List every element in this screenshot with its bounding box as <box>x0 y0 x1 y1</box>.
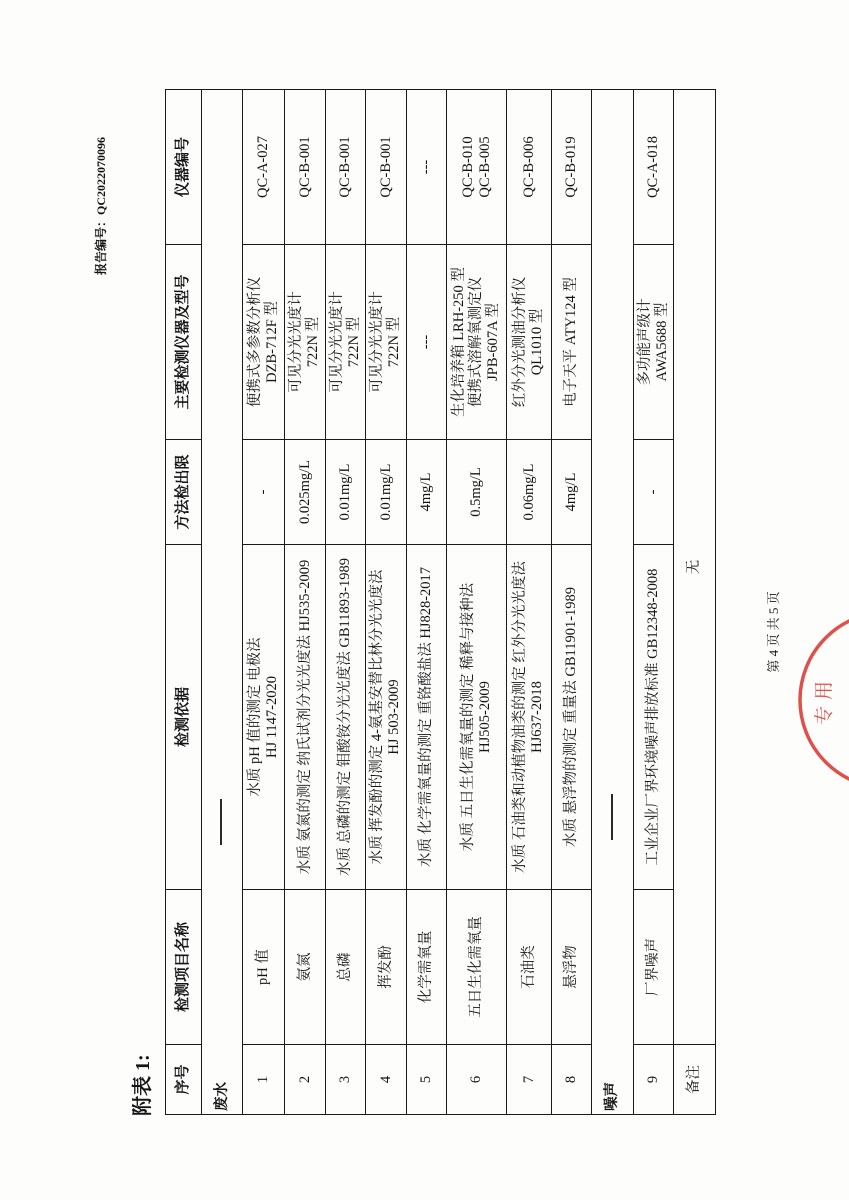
instrument-model <box>243 245 285 440</box>
method-basis <box>326 545 366 890</box>
dash-mark-noise <box>611 794 613 840</box>
row-number: 1 <box>243 1045 285 1115</box>
remarks-label: 备注 <box>674 1045 716 1115</box>
instrument-model-line: QL1010 型 <box>529 308 545 376</box>
method-basis-line: 工业企业厂界环境噪声排放标准 GB12348-2008 <box>645 568 661 866</box>
instrument-id <box>634 90 674 245</box>
item-name: 石油类 <box>507 890 552 1045</box>
instrument-model <box>552 245 592 440</box>
instrument-model-line: 多功能声级计 <box>636 298 653 386</box>
remarks-row <box>674 90 716 1115</box>
method-basis <box>407 545 447 890</box>
instrument-id-line: QC-B-019 <box>563 136 579 198</box>
item-name: 五日生化需氧量 <box>447 890 507 1045</box>
instrument-model-line: JPB-607A 型 <box>485 303 501 381</box>
method-basis <box>243 545 285 890</box>
instrument-id <box>326 90 366 245</box>
instrument-id-line: QC-A-027 <box>255 135 271 199</box>
instrument-model-line: 可见分光光度计 <box>288 291 304 393</box>
instrument-model-line: AWA5688 型 <box>653 302 670 382</box>
instrument-model-line: 红外分光测油分析仪 <box>512 276 528 408</box>
row-number: 3 <box>326 1045 366 1115</box>
method-basis-line: 水质 悬浮物的测定 重量法 GB11901-1989 <box>563 586 579 848</box>
instrument-id <box>507 90 552 245</box>
instrument-model-line: 便携式多参数分析仪 <box>246 276 263 408</box>
detection-limit: 0.06mg/L <box>507 440 552 545</box>
instrument-model-line: 可见分光光度计 <box>369 291 385 393</box>
instrument-id-line: QC-A-018 <box>645 135 661 199</box>
instrument-model-line: 可见分光光度计 <box>328 291 345 393</box>
header-no: 序号 <box>166 1045 202 1115</box>
header-limit: 方法检出限 <box>166 440 202 545</box>
instrument-model-line: 电子天平 ATY124 型 <box>563 277 579 407</box>
instrument-id-line: --- <box>418 159 434 175</box>
row-number: 5 <box>407 1045 447 1115</box>
instrument-id <box>407 90 447 245</box>
inspection-table <box>165 89 716 1115</box>
row-number: 8 <box>552 1045 592 1115</box>
instrument-id-line: QC-B-005 <box>476 136 493 198</box>
table-row <box>285 90 326 1115</box>
section-label-noise: 噪声 <box>592 90 634 1115</box>
row-number: 4 <box>366 1045 407 1115</box>
report-number: 报告编号：QC2022070096 <box>94 136 108 275</box>
method-basis-line: 水质 氨氮的测定 纳氏试剂分光光度法 HJ535-2009 <box>296 559 313 875</box>
detection-limit: 4mg/L <box>552 440 592 545</box>
item-name: 总磷 <box>326 890 366 1045</box>
instrument-id <box>366 90 407 245</box>
section-label-wastewater: 废水 <box>202 90 243 1115</box>
instrument-model <box>326 245 366 440</box>
instrument-id <box>243 90 285 245</box>
instrument-id-line: QC-B-001 <box>337 136 353 198</box>
section-row-wastewater <box>202 90 243 1115</box>
instrument-id-line: QC-B-006 <box>520 136 537 198</box>
detection-limit: 0.5mg/L <box>447 440 507 545</box>
detection-limit: - <box>243 440 285 545</box>
instrument-model-line: --- <box>418 334 434 350</box>
method-basis-line: 水质 五日生化需氧量的测定 稀释与接种法 <box>459 582 476 852</box>
instrument-model-line: 便携式溶解氧测定仪 <box>468 276 484 408</box>
instrument-id-line: QC-B-001 <box>377 136 394 198</box>
method-basis-line: 水质 总磷的测定 钼酸铵分光光度法 GB11893-1989 <box>337 557 353 877</box>
detection-limit: 0.025mg/L <box>285 440 326 545</box>
instrument-model-line: 722N 型 <box>386 316 402 368</box>
table-row <box>634 90 674 1115</box>
detection-limit: 0.01mg/L <box>366 440 407 545</box>
row-number: 2 <box>285 1045 326 1115</box>
detection-limit: 0.01mg/L <box>326 440 366 545</box>
detection-limit: - <box>634 440 674 545</box>
dash-mark-wastewater <box>220 799 222 845</box>
row-number: 9 <box>634 1045 674 1115</box>
instrument-model <box>285 245 326 440</box>
method-basis-line: 水质 挥发酚的测定 4-氨基安替比林分光光度法 <box>369 569 385 865</box>
item-name: 氨氮 <box>285 890 326 1045</box>
method-basis <box>366 545 407 890</box>
header-basis: 检测依据 <box>166 545 202 890</box>
instrument-id-line: QC-B-001 <box>296 136 313 198</box>
header-row <box>166 90 202 1115</box>
instrument-model-line: 722N 型 <box>305 316 321 368</box>
instrument-model <box>634 245 674 440</box>
item-name: 悬浮物 <box>552 890 592 1045</box>
item-name: 厂界噪声 <box>634 890 674 1045</box>
instrument-model <box>507 245 552 440</box>
instrument-model <box>407 245 447 440</box>
method-basis <box>552 545 592 890</box>
remarks-value: 无 <box>674 90 716 1045</box>
method-basis-line: 水质 化学需氧量的测定 重铬酸盐法 HJ828-2017 <box>418 566 434 868</box>
section-row-noise <box>592 90 634 1115</box>
page-indicator: 第 4 页 共 5 页 <box>766 591 781 673</box>
row-number: 6 <box>447 1045 507 1115</box>
header-item: 检测项目名称 <box>166 890 202 1045</box>
instrument-model <box>366 245 407 440</box>
method-basis-line: HJ637-2018 <box>529 681 545 753</box>
seal-lettering: 专用 <box>814 674 835 726</box>
header-instrument: 主要检测仪器及型号 <box>166 245 202 440</box>
method-basis-line: HJ 1147-2020 <box>263 675 280 759</box>
instrument-id-line: QC-B-010 <box>459 136 476 198</box>
method-basis <box>634 545 674 890</box>
method-basis-line: 水质 石油类和动植物油类的测定 红外分光光度法 <box>512 561 528 873</box>
method-basis <box>285 545 326 890</box>
item-name: 化学需氧量 <box>407 890 447 1045</box>
method-basis-line: 水质 pH 值的测定 电极法 <box>246 637 263 797</box>
instrument-id <box>447 90 507 245</box>
instrument-model-line: 722N 型 <box>345 316 362 368</box>
table-row <box>447 90 507 1115</box>
item-name: 挥发酚 <box>366 890 407 1045</box>
table-row <box>326 90 366 1115</box>
red-seal-stamp <box>780 600 849 800</box>
instrument-model-line: DZB-712F 型 <box>263 301 280 383</box>
row-number: 7 <box>507 1045 552 1115</box>
method-basis <box>507 545 552 890</box>
method-basis-line: HJ505-2009 <box>476 681 493 753</box>
table-row <box>243 90 285 1115</box>
header-instrument-id: 仪器编号 <box>166 90 202 245</box>
appendix-title: 附表 1: <box>132 1054 154 1116</box>
table-row <box>552 90 592 1115</box>
table-row <box>507 90 552 1115</box>
method-basis <box>447 545 507 890</box>
instrument-model-line: 生化培养箱 LRH-250 型 <box>451 267 467 417</box>
table-row <box>366 90 407 1115</box>
table-body <box>166 90 716 1115</box>
instrument-id <box>552 90 592 245</box>
instrument-model <box>447 245 507 440</box>
instrument-id <box>285 90 326 245</box>
method-basis-line: HJ 503-2009 <box>386 679 402 755</box>
table-row <box>407 90 447 1115</box>
item-name: pH 值 <box>243 890 285 1045</box>
detection-limit: 4mg/L <box>407 440 447 545</box>
